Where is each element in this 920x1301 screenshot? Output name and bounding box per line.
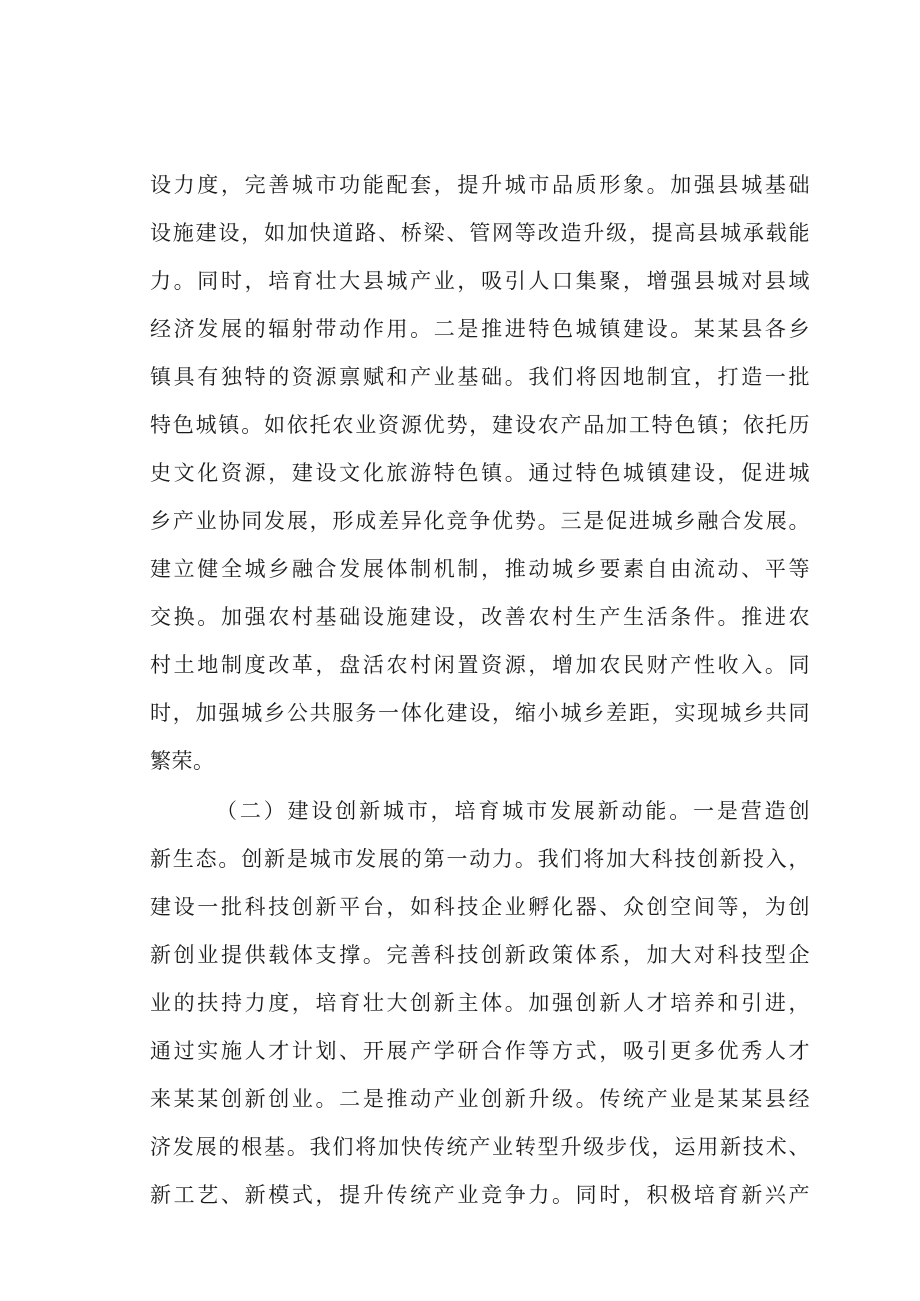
paragraph-line: 时，加强城乡公共服务一体化建设，缩小城乡差距，实现城乡共同 [150,701,810,725]
paragraph-line: 建立健全城乡融合发展体制机制，推动城乡要素自由流动、平等 [150,557,810,581]
paragraph-line: 交换。加强农村基础设施建设，改善农村生产生活条件。推进农 [150,605,810,629]
paragraph-line: 力。同时，培育壮大县城产业，吸引人口集聚，增强县城对县域 [150,269,810,293]
paragraph-line: 业的扶持力度，培育壮大创新主体。加强创新人才培养和引进， [150,991,810,1015]
paragraph-line: 新创业提供载体支撑。完善科技创新政策体系，加大对科技型企 [150,943,810,967]
paragraph-line: 特色城镇。如依托农业资源优势，建设农产品加工特色镇；依托历 [150,413,810,437]
paragraph-line: 史文化资源，建设文化旅游特色镇。通过特色城镇建设，促进城 [150,461,810,485]
paragraph-line: 经济发展的辐射带动作用。二是推进特色城镇建设。某某县各乡 [150,317,810,341]
paragraph-line: 通过实施人才计划、开展产学研合作等方式，吸引更多优秀人才 [150,1039,810,1063]
paragraph-line: 设力度，完善城市功能配套，提升城市品质形象。加强县城基础 [150,173,810,197]
document-body [150,161,810,1219]
paragraph-2 [150,787,810,1219]
paragraph-line: 村土地制度改革，盘活农村闲置资源，增加农民财产性收入。同 [150,653,810,677]
paragraph-line: 镇具有独特的资源禀赋和产业基础。我们将因地制宜，打造一批 [150,365,810,389]
paragraph-line: 繁荣。 [150,749,215,773]
paragraph-line: 乡产业协同发展，形成差异化竞争优势。三是促进城乡融合发展。 [150,509,810,533]
paragraph-line: 新工艺、新模式，提升传统产业竞争力。同时，积极培育新兴产 [150,1183,810,1207]
paragraph-line: 济发展的根基。我们将加快传统产业转型升级步伐，运用新技术、 [150,1135,810,1159]
paragraph-line: 来某某创新创业。二是推动产业创新升级。传统产业是某某县经 [150,1087,810,1111]
paragraph-line: （二）建设创新城市，培育城市发展新动能。一是营造创 [216,799,810,823]
paragraph-line: 建设一批科技创新平台，如科技企业孵化器、众创空间等，为创 [150,895,810,919]
paragraph-line: 新生态。创新是城市发展的第一动力。我们将加大科技创新投入， [150,847,810,871]
paragraph-1 [150,161,810,785]
paragraph-line: 设施建设，如加快道路、桥梁、管网等改造升级，提高县城承载能 [150,221,810,245]
